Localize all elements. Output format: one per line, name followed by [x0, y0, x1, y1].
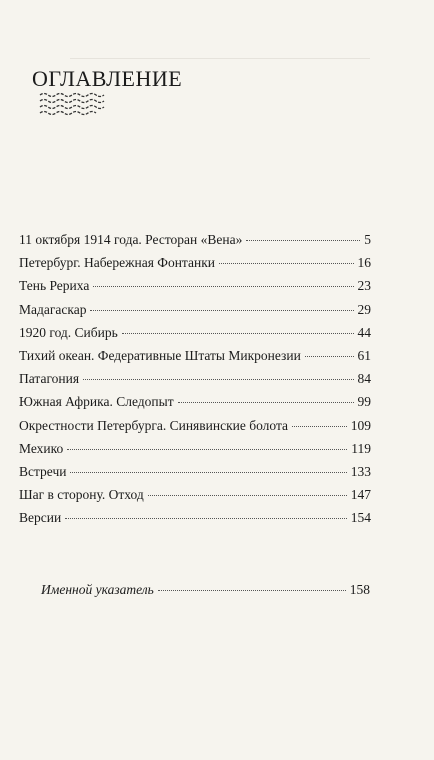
leader-dots: [219, 263, 353, 264]
leader-dots: [246, 240, 360, 241]
toc-entry-title: Мехико: [19, 440, 64, 456]
toc-entry-page: 99: [357, 394, 371, 410]
toc-entry[interactable]: [19, 464, 371, 487]
toc-entry[interactable]: [19, 348, 371, 371]
leader-dots: [90, 310, 353, 311]
toc-entry-title: Шаг в сторону. Отход: [19, 487, 144, 503]
toc-entry-title: Тихий океан. Федеративные Штаты Микронезии: [19, 347, 301, 363]
leader-dots: [292, 426, 347, 427]
leader-dots: [122, 333, 354, 334]
toc-entry-page: 5: [364, 232, 371, 247]
toc-entry-page: 133: [350, 463, 371, 479]
toc-entry-title: Тень Рериха: [19, 278, 90, 294]
leader-dots: [83, 379, 353, 380]
leader-dots: [158, 590, 346, 591]
toc-entry-title: Версии: [19, 510, 62, 526]
toc-entry-title: Петербург. Набережная Фонтанки: [19, 255, 216, 271]
toc-entry-page: 119: [351, 440, 371, 456]
toc-entry-title: Встречи: [19, 463, 67, 479]
index-entry-page: 158: [349, 582, 370, 597]
toc-entry[interactable]: [19, 441, 371, 464]
leader-dots: [93, 286, 353, 287]
toc-entry-page: 23: [357, 278, 371, 294]
wavy-lines-ornament: [38, 92, 110, 118]
toc-entry-page: 84: [357, 371, 371, 387]
toc-entry[interactable]: [19, 232, 371, 255]
toc-entry-title: Окрестности Петербурга. Синявинские болота: [19, 417, 289, 433]
toc-entry-title: 1920 год. Сибирь: [19, 324, 118, 340]
leader-dots: [178, 402, 354, 403]
leader-dots: [65, 518, 347, 519]
toc-entry-title: Мадагаскар: [19, 301, 87, 317]
toc-entry-page: 154: [350, 510, 371, 526]
toc-entry-page: 29: [357, 301, 371, 317]
toc-entry-title: Патагония: [19, 371, 80, 387]
toc-entry[interactable]: [19, 302, 371, 325]
toc-entry[interactable]: [19, 371, 371, 394]
toc-entry-page: 44: [357, 324, 371, 340]
toc-entry[interactable]: [19, 418, 371, 441]
toc-entry[interactable]: [19, 325, 371, 348]
toc-entry-title: 11 октября 1914 года. Ресторан «Вена»: [19, 232, 243, 247]
toc-entry[interactable]: [19, 510, 371, 533]
index-entry-title: Именной указатель: [41, 582, 154, 597]
toc-entry[interactable]: [19, 278, 371, 301]
toc-entry[interactable]: [19, 487, 371, 510]
toc-entry[interactable]: [19, 394, 371, 417]
index-entry[interactable]: [41, 582, 370, 605]
page-title: ОГЛАВЛЕНИЕ: [32, 66, 183, 91]
toc-entry-title: Южная Африка. Следопыт: [19, 394, 174, 410]
toc-entry-page: 147: [350, 487, 371, 503]
leader-dots: [305, 356, 354, 357]
toc-entry[interactable]: [19, 255, 371, 278]
leader-dots: [148, 495, 347, 496]
leader-dots: [67, 449, 347, 450]
table-of-contents: [19, 232, 371, 533]
toc-entry-page: 16: [357, 255, 371, 271]
toc-entry-page: 61: [357, 347, 371, 363]
leader-dots: [70, 472, 346, 473]
toc-entry-page: 109: [350, 417, 371, 433]
